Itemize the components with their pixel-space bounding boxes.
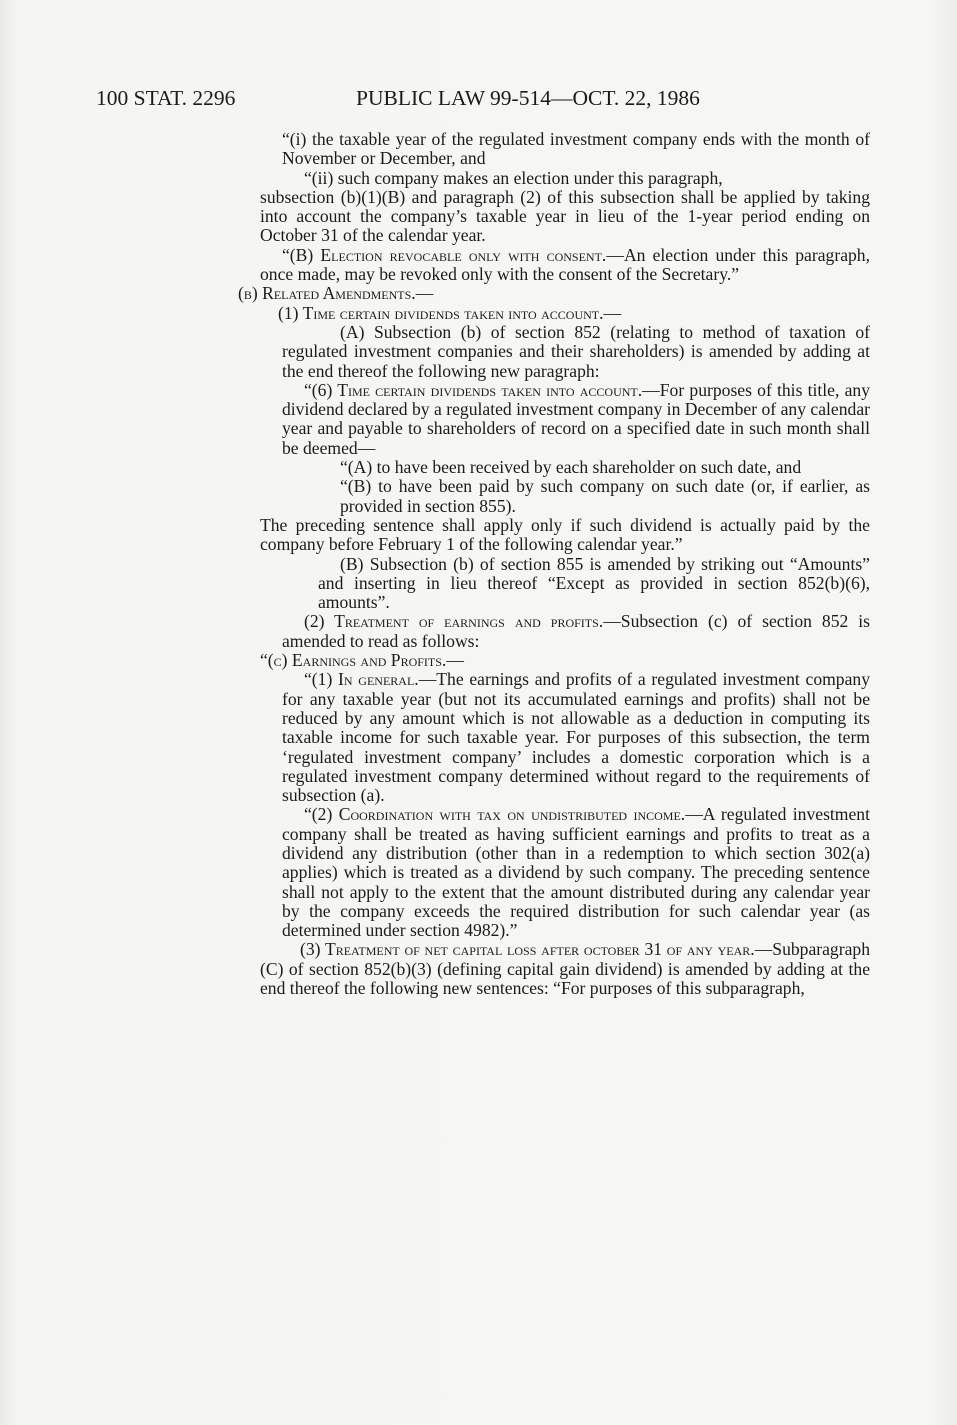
text-3-net-capital-loss: —Subparagraph (C) of section 852(b)(3) (defining capital gain dividend) is amended by adding at the end thereof the following new sentences: “For purposes of this subparagraph, <box>260 939 870 999</box>
text-2-coordination: —A regulated investment company shall be treated as having sufficient earnings and profits to treat as a dividend any distribution (other than in a redemption to which section 302(a) applies) which is treated as a dividend by such company. The preceding sentence shall not apply to the extent that the amount distributed during any calendar year by the company exceeds the required distribution for such calendar year (as determined under section 4982).” <box>282 804 870 941</box>
statute-citation: 100 STAT. 2296 <box>96 86 236 110</box>
heading-2-coordination: “(2) Coordination with tax on undistributed income. <box>304 804 686 825</box>
heading-time-certain: (1) Time certain dividends taken into account. <box>278 302 604 323</box>
heading-1-in-general: “(1) In general. <box>304 669 419 690</box>
subparagraph-A: “(A) to have been received by each shareholder on such date, and <box>340 457 802 478</box>
text-1-in-general: —The earnings and profits of a regulated investment company for any taxable year (but not its accumulated earnings and profits) shall not be reduced by any amount which is not allowable as a deduction in computing its taxable income for such taxable year. For purposes of this subsection, the term ‘regulated investment company’ includes a domestic corporation which is a regulated investment company determined without regard to the requirements of subsection (a). <box>282 669 871 806</box>
paragraph-preceding-sentence: The preceding sentence shall apply only if such dividend is actually paid by the company before February 1 of the following calendar year.” <box>260 514 870 555</box>
heading-related-amendments: (b) Related Amendments. <box>238 283 416 304</box>
paragraph-c-earnings <box>260 651 870 670</box>
heading-earnings-profits: (2) Treatment of earnings and profits. <box>304 611 604 632</box>
public-law-title: PUBLIC LAW 99-514—OCT. 22, 1986 <box>356 86 700 110</box>
paragraph-2-coordination <box>260 805 870 940</box>
dash-time-certain: — <box>603 302 622 323</box>
paragraph-3-net-capital-loss <box>260 940 870 998</box>
heading-3-net-capital-loss: (3) Treatment of net capital loss after october 31 of any year. <box>300 939 755 960</box>
dash-related-amendments: — <box>415 283 434 304</box>
clause-i: “(i) the taxable year of the regulated investment company ends with the month of November or December, and <box>282 129 870 169</box>
page-header <box>96 86 917 116</box>
paragraph-related-amendments <box>238 284 870 303</box>
heading-c-earnings: “(c) Earnings and Profits. <box>260 650 447 671</box>
paragraph-election-revocable <box>260 246 870 285</box>
paragraph-6-time-certain <box>260 381 870 458</box>
dash-c-earnings: — <box>446 650 464 671</box>
paragraph-subsection-b1b: subsection (b)(1)(B) and paragraph (2) of this subsection shall be applied by taking into account the company’s taxable year in lieu of the 1-year period ending on October 31 of the calendar year. <box>260 186 870 246</box>
document-body <box>238 129 871 999</box>
text-election-revocable: —An election under this paragraph, once made, may be revoked only with the consent of the Secretary.” <box>260 244 870 285</box>
paragraph-earnings-profits <box>260 612 870 651</box>
text-earnings-profits: —Subsection (c) of section 852 is amended to read as follows: <box>282 611 870 651</box>
subparagraph-B: “(B) to have been paid by such company on such date (or, if earlier, as provided in section 855). <box>340 476 870 516</box>
paragraph-subsection-855: (B) Subsection (b) of section 855 is amended by striking out “Amounts” and inserting in lieu thereof “Except as provided in section 852(b)(6), amounts”. <box>318 553 870 613</box>
text-6-time-certain: —For purposes of this title, any dividend declared by a regulated investment company in December of any calendar year and payable to shareholders of record on a specified date in such month shall be deemed— <box>282 379 870 458</box>
paragraph-1-in-general <box>260 670 870 805</box>
heading-election-revocable: “(B) Election revocable only with consent. <box>282 244 607 265</box>
clause-ii: “(ii) such company makes an election under this paragraph, <box>304 167 723 188</box>
paragraph-subsection-852b: (A) Subsection (b) of section 852 (relating to method of taxation of regulated investment companies and their shareholders) is amended by adding at the end thereof the following new paragraph: <box>282 321 870 381</box>
heading-6-time-certain: “(6) Time certain dividends taken into account. <box>304 379 643 400</box>
paragraph-time-certain <box>260 304 870 323</box>
